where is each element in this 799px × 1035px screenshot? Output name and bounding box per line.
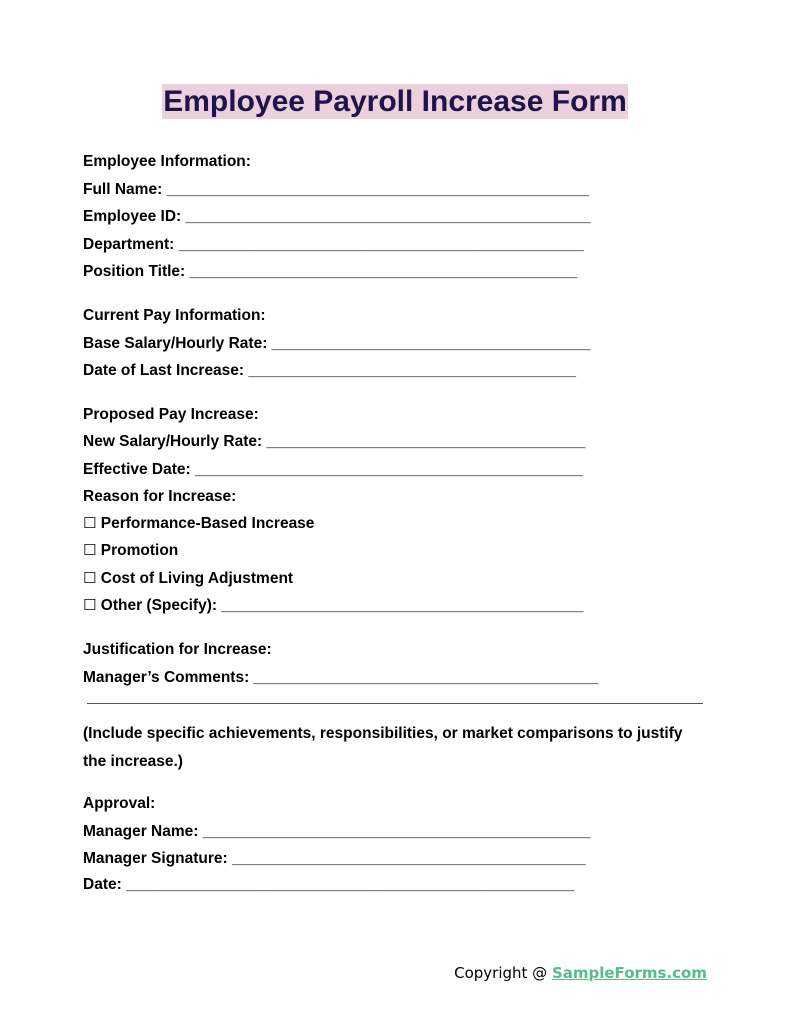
approval-heading: Approval: <box>83 795 156 813</box>
employee-id-field[interactable]: Employee ID: _______________________________________________ <box>83 208 591 226</box>
form-body <box>83 148 713 898</box>
reason-option-promotion[interactable] <box>83 537 713 565</box>
manager-name-field[interactable]: Manager Name: _____________________________________________ <box>83 822 591 840</box>
reason-option-label: Promotion <box>100 542 179 560</box>
spacer <box>83 286 713 302</box>
manager-signature-field[interactable]: Manager Signature: _________________________________________ <box>83 850 586 868</box>
effective-date-field[interactable]: Effective Date: _____________________________________________ <box>83 460 583 478</box>
approval-date-field[interactable]: Date: ____________________________________________________ <box>83 876 575 894</box>
employee-information-section <box>83 148 713 286</box>
justification-note: (Include specific achievements, responsibilities, or market comparisons to justify the increase.) <box>83 725 683 771</box>
manager-comments-field[interactable]: Manager’s Comments: ________________________________________ <box>83 668 599 686</box>
spacer <box>83 620 713 636</box>
spacer <box>83 385 713 401</box>
checkbox-icon[interactable]: ☐ <box>83 568 97 587</box>
full-name-field[interactable]: Full Name: _________________________________________________ <box>83 180 589 198</box>
proposed-pay-section <box>83 401 713 620</box>
base-salary-field[interactable]: Base Salary/Hourly Rate: _____________________________________ <box>83 334 591 352</box>
proposed-pay-heading: Proposed Pay Increase: <box>83 405 259 423</box>
spacer <box>83 776 713 790</box>
page-title: Employee Payroll Increase Form <box>163 85 627 118</box>
employee-info-heading: Employee Information: <box>83 153 251 170</box>
new-salary-field[interactable]: New Salary/Hourly Rate: _____________________________________ <box>83 433 586 451</box>
justification-heading: Justification for Increase: <box>83 640 272 658</box>
copyright-footer <box>454 964 707 982</box>
title-container <box>0 84 790 119</box>
position-title-field[interactable]: Position Title: _____________________________________________ <box>83 263 578 281</box>
department-field[interactable]: Department: _______________________________________________ <box>83 235 584 253</box>
justification-section <box>83 636 713 776</box>
checkbox-icon[interactable]: ☐ <box>83 596 97 615</box>
comments-blank-line[interactable] <box>87 703 703 704</box>
reason-option-performance[interactable] <box>83 510 713 538</box>
current-pay-heading: Current Pay Information: <box>83 306 266 324</box>
current-pay-section <box>83 302 713 385</box>
reason-option-label[interactable]: Other (Specify): __________________________________________ <box>100 597 584 615</box>
sampleforms-link[interactable]: SampleForms.com <box>551 964 707 982</box>
copyright-prefix: Copyright @ <box>454 964 552 982</box>
reason-option-cost-of-living[interactable] <box>83 565 713 593</box>
reason-heading: Reason for Increase: <box>83 487 237 505</box>
last-increase-date-field[interactable]: Date of Last Increase: ______________________________________ <box>83 362 576 380</box>
reason-option-label: Performance-Based Increase <box>100 514 315 532</box>
checkbox-icon[interactable]: ☐ <box>83 541 97 560</box>
reason-option-other[interactable] <box>83 592 713 620</box>
approval-section <box>83 790 713 898</box>
checkbox-icon[interactable]: ☐ <box>83 513 97 532</box>
reason-option-label: Cost of Living Adjustment <box>100 569 294 587</box>
